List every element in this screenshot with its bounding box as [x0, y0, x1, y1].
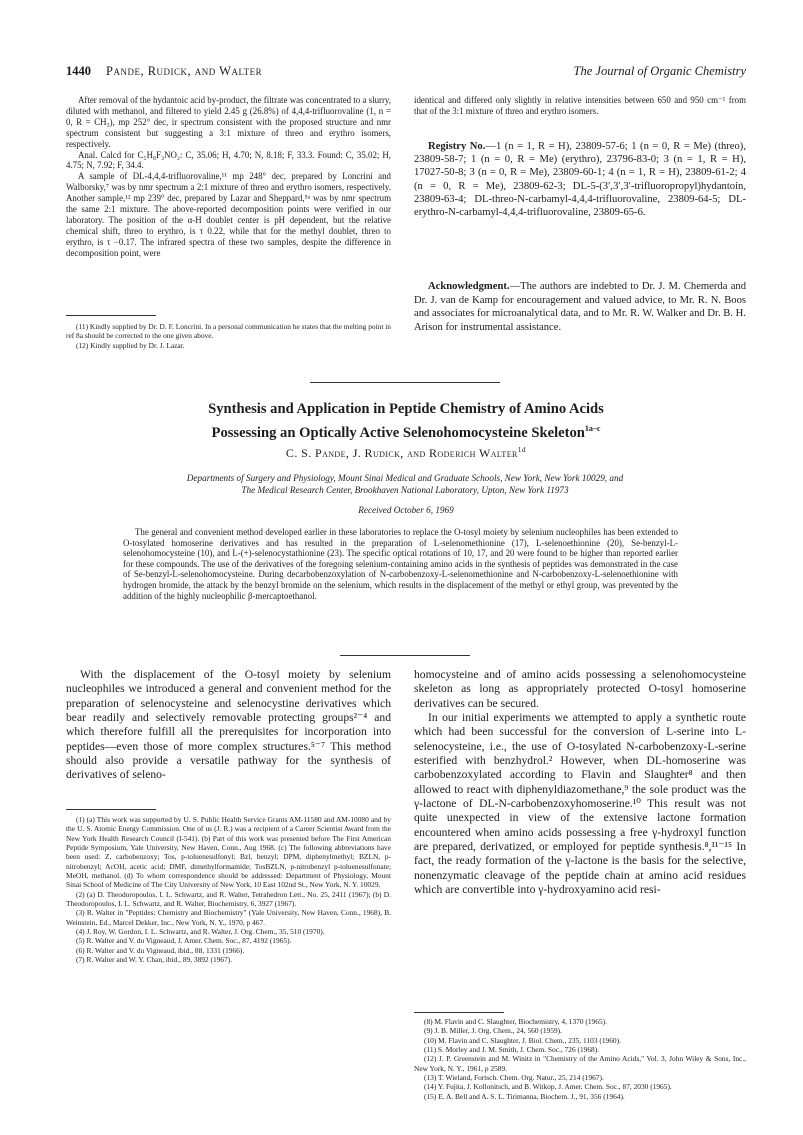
footnotes-left [66, 815, 391, 965]
footnote: (15) E. A. Bell and A. S. L. Tirimanna, Biochem. J., 91, 356 (1964). [424, 1091, 625, 1101]
article-title [66, 400, 746, 443]
registry-numbers [414, 140, 746, 219]
article-divider [310, 382, 500, 383]
footnote: (7) R. Walter and W. Y. Chan, ibid., 89, 3892 (1967). [76, 955, 233, 965]
prev-paragraph: After removal of the hydantoic acid by-product, the filtrate was concentrated to a slurry, diluted with methanol, and filtered to yield 2.45 g (26.8%) of 4,4,4-trifluorovaline (1, n = 0, R = CH₃), mp 252° dec, ir spectrum consistent with the proposed structure and nmr spectrum consistent but suggesting a 3:1 mixture of threo and erythro isomers, respectively. [66, 95, 391, 149]
footnote: (13) T. Wieland, Fortsch. Chem. Org. Natur., 25, 214 (1967). [424, 1073, 604, 1083]
prev-footnotes [66, 322, 391, 350]
abstract [123, 527, 678, 601]
author-names: C. S. Pande, J. Rudick, and Roderich Walter [285, 446, 518, 460]
title-line-1: Synthesis and Application in Peptide Chemistry of Amino Acids [208, 401, 604, 417]
affiliation-line-2: The Medical Research Center, Brookhaven National Laboratory, Upton, New York 11973 [241, 485, 569, 496]
footnotes-right [414, 1017, 746, 1101]
abstract-divider [340, 655, 470, 656]
prev-article-left-column [66, 95, 391, 259]
body-paragraph: With the displacement of the O-tosyl moiety by selenium nucleophiles we introduced a general and convenient method for the preparation of selenocysteine and selenocystine derivatives which bear readily and selectively removable protecting groups²⁻⁴ and which therefore fulfill all the prerequisites for incorporation into peptides—even those of more complex structures.⁵⁻⁷ This method should also provide a versatile pathway for the synthesis of derivatives of seleno- [66, 668, 391, 782]
author-footnote-mark: 1d [517, 445, 527, 454]
running-authors: Pande, Rudick, and Walter [106, 64, 263, 78]
prev-article-right-top [414, 95, 746, 117]
body-right-column [414, 668, 746, 898]
footnote: (3) R. Walter in "Peptides: Chemistry and Biochemistry" (Yale University, New Haven, Conn., 1968), B. Weinstein, Ed., Marcel Dekker, Inc., New York, N. Y., 1970, p 467. [66, 908, 391, 927]
footnote-divider [66, 315, 156, 316]
footnote-divider [414, 1012, 504, 1013]
footnote: (14) Y. Fujita, J. Kollonitsch, and B. Witkop, J. Amer. Chem. Soc., 87, 2030 (1965). [424, 1082, 672, 1092]
footnote: (4) J. Roy, W. Gordon, I. L. Schwartz, and R. Walter, J. Org. Chem., 35, 510 (1970). [76, 927, 325, 937]
footnote: (9) J. B. Miller, J. Org. Chem., 24, 560 (1959). [424, 1026, 562, 1036]
title-footnote-mark: 1a–c [584, 424, 601, 433]
received-date: Received October 6, 1969 [358, 505, 454, 515]
footnote: (6) R. Walter and V. du Vigneaud, ibid., 88, 1331 (1966). [76, 945, 245, 955]
affiliation-line-1: Departments of Surgery and Physiology, Mount Sinai Medical and Graduate Schools, New York, New York 10029, and [186, 473, 624, 483]
footnote: (5) R. Walter and V. du Vigneaud, J. Amer. Chem. Soc., 87, 4192 (1965). [76, 936, 292, 946]
footnote: (10) M. Flavin and C. Slaughter, J. Biol. Chem., 235, 1103 (1960). [424, 1035, 621, 1045]
registry-label: Registry No. [428, 141, 486, 152]
footnote: (11) Kindly supplied by Dr. D. F. Loncrini. In a personal communication he states that the melting point in ref 8a should be corrected to the one given above. [66, 322, 391, 341]
footnote: (8) M. Flavin and C. Slaughter, Biochemistry, 4, 1370 (1965). [424, 1017, 607, 1026]
journal-name: The Journal of Organic Chemistry [573, 64, 746, 78]
registry-text: —1 (n = 1, R = H), 23809-57-6; 1 (n = 0, R = Me) (threo), 23809-58-7; 1 (n = 0, R = Me) (erythro), 23796-83-0; 3 (n = 1, R = H), 17027-50-8; 3 (n = 0, R = Me), 23809-60-1; 4 (n = 1, R = H), 23809-61-2; 4 (n = 0, R = Me), 23809-62-3; DL-5-(3′,3′,3′-trifluoropropyl)hydantoin, 23809-63-4; DL-threo-N-carbamyl-4,4,4-trifluorovaline, 23809-64-5; DL-erythro-N-carbamyl-4,4,4-trifluorovaline, 23809-65-6. [414, 141, 746, 219]
page-number: 1440 [66, 64, 91, 78]
body-paragraph: In our initial experiments we attempted to apply a synthetic route which had been successful for the conversion of L-serine into L-selenocysteine, i.e., the use of O-tosylated N-carbobenzoxy-L-serine esterified with benzhydrol.² However, when DL-homoserine was carbobenzoxylated according to Flavin and Slaughter⁸ and then allowed to react with diphenyldiazomethane,⁹ the sole product was the γ-lactone of DL-N-carbobenzoxyhomoserine.¹⁰ This result was not quite unexpected in view of the extensive lactone formation encountered when amino acids possessing a free γ-hydroxyl function are prepared, derivatized, or employed for peptide synthesis.⁸,¹¹⁻¹⁵ In fact, the ready formation of the γ-lactone is the basis for the selective, nonenzymatic cleavage of the peptide chain at amino acid residues which are convertible into γ-hydroxyamino acid resi- [414, 711, 746, 897]
footnote: (12) J. P. Greenstein and M. Winitz in "Chemistry of the Amino Acids," Vol. 3, John Wiley & Sons, Inc., New York, N. Y., 1961, p 2589. [414, 1054, 746, 1073]
prev-paragraph: identical and differed only slightly in relative intensities between 650 and 950 cm⁻¹ from that of the 3:1 mixture of threo and erythro isomers. [414, 95, 746, 116]
abstract-text: The general and convenient method developed earlier in these laboratories to replace the O-tosyl moiety by selenium nucleophiles has been extended to O-tosylated homoserine derivatives and has resulted in the preparation of L-selenomethionine (17), L-selenoethionine (20), Se-benzyl-L-selenohomocysteine (10), and L-(+)-selenocystathionine (23). The specific optical rotations of 10, 17, and 20 were found to be higher than reported earlier for these compounds. The use of the derivatives of the foregoing selenium-containing amino acids in the synthesis of peptides was demonstrated in the case of Se-benzyl-L-selenohomocysteine. During decarbobenzoxylation of N-carbobenzoxy-L-selenomethionine and N-carbobenzoxy-L-selenoethionine with hydrogen bromide, the attack by the benzyl bromide on the selenium, which results in the displacement of the methyl or ethyl group, was prevented by the addition of the highly nucleophilic β-mercaptoethanol. [123, 527, 678, 601]
ack-label: Acknowledgment. [428, 281, 510, 292]
footnote: (12) Kindly supplied by Dr. J. Lazar. [76, 340, 185, 350]
footnote: (2) (a) D. Theodoropoulos, I. L. Schwartz, and R. Walter, Tetrahedron Lett., No. 25, 2411 (1967); (b) D. Theodoropoulos, I. L. Schwartz, and R. Walter, Biochemistry, 6, 3927 (1967). [66, 889, 391, 909]
body-left-column [66, 668, 391, 783]
running-header [66, 64, 746, 82]
affiliation [110, 472, 700, 496]
footnote: (1) (a) This work was supported by U. S. Public Health Service Grants AM-11580 and AM-10080 and by the U. S. Atomic Energy Commission. One of us (J. R.) was a recipient of a Career Scientist Award from the New York Health Research Council (I-541). (b) Part of this work was presented before The First American Peptide Symposium, Yale University, New Haven, Conn., Aug 1968. (c) The following abbreviations have been used: Z, carbobenzoxy; Tos, p-toluenesulfonyl; Bzl, benzyl; DPM, diphenylmethyl; BZLN, p-nitrobenzyl; AcOH, acetic acid; DMF, dimethylformamide; TosBZLN, p-nitrobenzyl p-toluenesulfonate; MeOH, methanol. (d) To whom correspondence should be addressed: Department of Physiology, Mount Sinai School of Medicine of The City University of New York, 10 East 102nd St., New York, N. Y. 10029. [66, 815, 391, 890]
acknowledgment [414, 280, 746, 334]
footnote: (11) S. Morley and J. M. Smith, J. Chem. Soc., 726 (1968). [424, 1045, 600, 1055]
footnote-divider [66, 809, 156, 810]
ack-text: —The authors are indebted to Dr. J. M. Chemerda and Dr. J. van de Kamp for encouragement and valued advice, to Mr. R. N. Boos and associates for microanalytical data, and to Mr. R. W. Walker and Dr. B. H. Arison for instrumental assistance. [414, 281, 746, 333]
prev-paragraph: A sample of DL-4,4,4-trifluorovaline,¹¹ mp 248° dec, prepared by Loncrini and Walborsky,⁷ was by nmr spectrum a 2:1 mixture of threo and erythro isomers, respectively. Another sample,¹² mp 239° dec, prepared by Lazar and Sheppard,⁵ᵃ was by nmr spectrum the same 2:1 mixture. The above-reported decomposition points were verified in our laboratory. The position of the α-H doublet center is pH dependent, but the relative chemical shift, threo to erythro, is τ 0.22, while that for the methyl doublet, threo to erythro, is τ −0.17. The infrared spectra of these two samples, despite the difference in decomposition point, were [66, 171, 391, 258]
prev-paragraph: Anal. Calcd for C₅H₈F₃NO₂: C, 35.06; H, 4.70; N, 8.18; F, 33.3. Found: C, 35.02; H, 4.75; N, 7.92; F, 34.4. [66, 149, 391, 171]
article-authors [66, 445, 746, 461]
body-paragraph: homocysteine and of amino acids possessing a selenohomocysteine skeleton as long as appropriately protected O-tosyl homoserine derivatives can be secured. [414, 668, 746, 710]
title-line-2: Possessing an Optically Active Selenohomocysteine Skeleton [211, 424, 585, 441]
